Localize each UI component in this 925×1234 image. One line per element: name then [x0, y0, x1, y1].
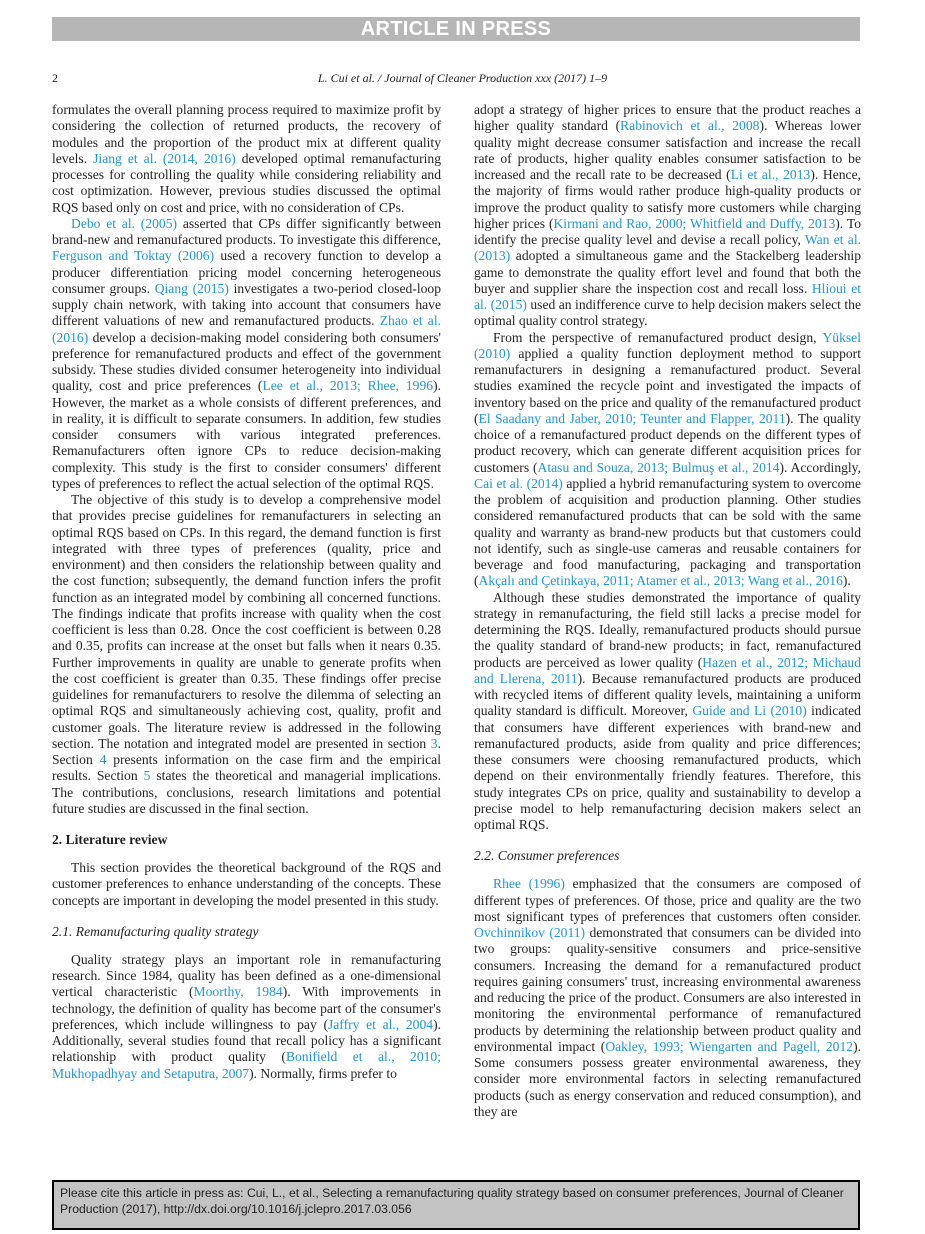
paragraph [52, 102, 441, 216]
article-in-press-banner: ARTICLE IN PRESS [52, 17, 860, 41]
paragraph [52, 492, 441, 817]
reference-link[interactable]: Hlioui et al. (2015) [474, 280, 861, 312]
reference-link[interactable]: Rabinovich et al., 2008 [620, 118, 760, 134]
body-text: ). Normally, firms prefer to [249, 1065, 397, 1081]
body-text: The objective of this study is to develop a comprehensive model that provides precise guidelines for remanufacturers in selecting an optimal RQS based on CPs. In this regard, the demand function is first integrated with three types of preferences (quality, price and environment) and then considers the relationship between quality and the cost function; subsequently, the demand function infers the profit function as an integrated model by combining all concerned functions. The findings indicate that profits increase with quality when the cost coefficient is less than 0.28. Once the cost coefficient is between 0.28 and 0.35, profits can increase at the onset but falls when it nears 0.35. Further improvements in quality are unable to generate profits when the cost coefficient is greater than 0.35. These findings offer precise guidelines for remanufacturers to resolve the dilemma of selecting an optimal RQS and simultaneously achieving cost, quality, profit and customer goals. The literature review is addressed in the following section. The notation and integrated model are presented in section [52, 492, 441, 751]
paragraph [474, 102, 861, 330]
reference-link[interactable]: 3 [430, 735, 438, 751]
reference-link[interactable]: Rhee (1996) [493, 876, 565, 892]
reference-link[interactable]: Lee et al., 2013; Rhee, 1996 [262, 378, 434, 394]
paragraph [474, 590, 861, 834]
body-text: used a recovery function to develop a producer differentiation pricing model concerning heterogeneous consumer groups. [52, 248, 441, 296]
paragraph [52, 216, 441, 492]
reference-link[interactable]: Bonifield et al., 2010; Mukhopadhyay and Setaputra, 2007 [52, 1049, 441, 1081]
body-text: indicated that consumers have different experiences with brand-new and remanufactured products, aside from quality and price differences; these consumers were choosing remanufactured products, which depend on their environmentally friendly features. Therefore, this study integrates CPs on price, quality and sustainability to develop a precise model to help remanufacturing decision makers select an optimal RQS. [474, 703, 861, 832]
body-text: . Section [52, 735, 441, 767]
reference-link[interactable]: Ovchinnikov (2011) [474, 925, 586, 940]
body-text: ). Some consumers possess greater environmental awareness, they consider more environmental factors in selecting remanufactured products (such as energy conservation and reduced consumption), and they are [474, 1038, 862, 1119]
reference-link[interactable]: Cai et al. (2014) [474, 475, 563, 491]
body-text: presents information on the case firm and the empirical results. Section [52, 752, 441, 784]
reference-link[interactable]: Akçalı and Çetinkaya, 2011; Atamer et al., 2013; Wang et al., 2016 [478, 573, 843, 589]
body-text: Although these studies demonstrated the importance of quality strategy in remanufacturing, the field still lacks a precise model for determining the RQS. Ideally, remanufactured products should pursue the quality standard of brand-new products; in fact, remanufactured products are perceived as lower quality ( [474, 589, 861, 670]
body-text: ). However, the market as a whole consists of different preferences, and in reality, it is difficult to separate consumers. In addition, few studies consider consumers with various integrated preferences. Remanufacturers often ignore CPs to reduce decision-making complexity. This study is the first to consider consumers' different types of preferences to reflect the actual selection of the optimal RQS. [52, 378, 441, 491]
running-head: L. Cui et al. / Journal of Cleaner Production xxx (2017) 1–9 [317, 71, 608, 85]
paragraph [474, 330, 861, 590]
body-text: ). Because remanufactured products are produced with recycled items of different quality levels, maintaining a uniform quality standard is difficult. Moreover, [474, 670, 862, 719]
body-text: demonstrated that consumers can be divided into two groups: quality-sensitive consumers and price-sensitive consumers. Increasing the demand for a remanufactured product requires gaining consumers' trust, increasing environmental awareness and reducing the price of the product. Consumers are also interested in monitoring the environmental performance of remanufactured products by determining the relationship between product quality and environmental impact ( [474, 925, 861, 1054]
body-text: ). Whereas lower quality might decrease consumer satisfaction and increase the recall rate of products, higher quality enables consumer satisfaction to be increased and the recall rate to be decreased ( [474, 118, 861, 182]
subsection-heading: 2.2. Consumer preferences [474, 848, 620, 864]
body-text: used an indifference curve to help decision makers select the optimal quality control strategy. [474, 297, 861, 329]
body-text: developed optimal remanufacturing processes for controlling the quality while considering reliability and cost optimization. However, previous studies discussed the optimal RQS based only on cost and price, with no consideration of CPs. [52, 150, 441, 215]
left-column [52, 102, 441, 1082]
body-text: ). [842, 573, 851, 589]
body-text: adopted a simultaneous game and the Stackelberg leadership game to demonstrate the quality effort level and found that both the buyer and supplier share the inspection cost and recall loss. [474, 248, 861, 296]
reference-link[interactable]: Wan et al. (2013) [474, 232, 862, 264]
reference-link[interactable]: Ferguson and Toktay (2006) [52, 248, 215, 264]
body-text: ). Additionally, several studies found that recall policy has a significant relationship with product quality ( [52, 1016, 441, 1065]
reference-link[interactable]: 4 [99, 752, 107, 767]
right-column [474, 102, 861, 1120]
body-text: applied a hybrid remanufacturing system to overcome the problem of acquisition and production planning. Other studies considered remanufactured products that can be sold with the same quality and warranty as brand-new products but that customers could not identify, such as single-use cameras and reusable containers for beverage and food manufacturing, packaging and transportation ( [474, 475, 861, 589]
reference-link[interactable]: Debo et al. (2005) [71, 215, 178, 231]
reference-link[interactable]: Jiang et al. (2014, 2016) [93, 150, 236, 166]
body-text: ). Hence, the majority of firms would rather produce high-quality products or improve the product quality to satisfy more customers while charging higher prices ( [474, 167, 862, 231]
paragraph [474, 876, 861, 1120]
reference-link[interactable]: Zhao et al. (2016) [52, 313, 442, 345]
body-text: From the perspective of remanufactured product design, [493, 329, 823, 345]
reference-link[interactable]: Oakley, 1993; Wiengarten and Pagell, 2012 [605, 1038, 854, 1054]
reference-link[interactable]: Atasu and Souza, 2013; Bulmuş et al., 2014 [537, 459, 780, 475]
section-heading: 2. Literature review [52, 832, 168, 847]
body-text: investigates a two-period closed-loop supply chain network, with taking into account that consumers have different valuations of new and remanufactured products. [52, 280, 441, 329]
reference-link[interactable]: Jaffry et al., 2004 [327, 1016, 434, 1032]
paragraph [52, 952, 441, 1082]
reference-link[interactable]: Moorthy, 1984 [193, 984, 283, 1000]
body-text: Quality strategy plays an important role in remanufacturing research. Since 1984, quality has been defined as a one-dimensional vertical characteristic ( [52, 951, 441, 1000]
reference-link[interactable]: Guide and Li (2010) [692, 703, 807, 719]
reference-link[interactable]: Yüksel (2010) [474, 329, 861, 361]
page-number: 2 [52, 71, 58, 85]
body-text: asserted that CPs differ significantly between brand-new and remanufactured products. To investigate this difference, [52, 215, 441, 247]
body-text: adopt a strategy of higher prices to ensure that the product reaches a higher quality standard ( [474, 102, 861, 134]
body-text: develop a decision-making model considering both consumers' preference for remanufactured products and effect of the government subsidy. These studies divided consumer heterogeneity into individual quality, cost and price preferences ( [52, 329, 441, 394]
reference-link[interactable]: 5 [143, 768, 151, 784]
body-text: states the theoretical and managerial implications. The contributions, conclusions, research limitations and potential future studies are discussed in the final section. [52, 768, 441, 816]
reference-link[interactable]: Hazen et al., 2012; Michaud and Llerena, 2011 [474, 654, 861, 686]
citation-box: Please cite this article in press as: Cui, L., et al., Selecting a remanufacturing quality strategy based on consumer preferences, Journal of Cleaner Production (2017), http://dx.doi.org/10.1016/j.jclepro.2017.03.056 [52, 1180, 860, 1230]
body-text: applied a quality function deployment method to support remanufacturers in designing a remanufactured product. Several studies examined the recycle point and investigated the impacts of inventory based on the price and quality of the remanufactured product ( [474, 345, 861, 426]
paragraph [52, 860, 441, 909]
reference-link[interactable]: Li et al., 2013 [730, 167, 811, 182]
subsection-heading: 2.1. Remanufacturing quality strategy [52, 923, 259, 939]
body-text: This section provides the theoretical background of the RQS and customer preferences to enhance understanding of the concepts. These concepts are important in developing the model presented in this study. [52, 860, 441, 908]
body-text: ). With improvements in technology, the definition of quality has become part of the consumer's preferences, which include willingness to pay ( [52, 984, 442, 1032]
reference-link[interactable]: El Saadany and Jaber, 2010; Teunter and Flapper, 2011 [478, 410, 786, 426]
reference-link[interactable]: Kirmani and Rao, 2000; Whitfield and Duffy, 2013 [553, 215, 836, 231]
body-text: emphasized that the consumers are composed of different types of preferences. Of those, price and quality are the two most significant types of preferences that customers often consider. [474, 876, 861, 924]
body-text: ). Accordingly, [779, 459, 861, 475]
body-text: ). The quality choice of a remanufactured product depends on the different types of product recovery, which can generate different acquisition prices for customers ( [474, 410, 861, 475]
reference-link[interactable]: Qiang (2015) [154, 280, 229, 296]
body-text: formulates the overall planning process required to maximize profit by considering the collection of returned products, the recovery of modules and the proportion of the product mix at different quality levels. [52, 102, 441, 166]
body-text: ). To identify the precise quality level and devise a recall policy, [474, 215, 861, 247]
